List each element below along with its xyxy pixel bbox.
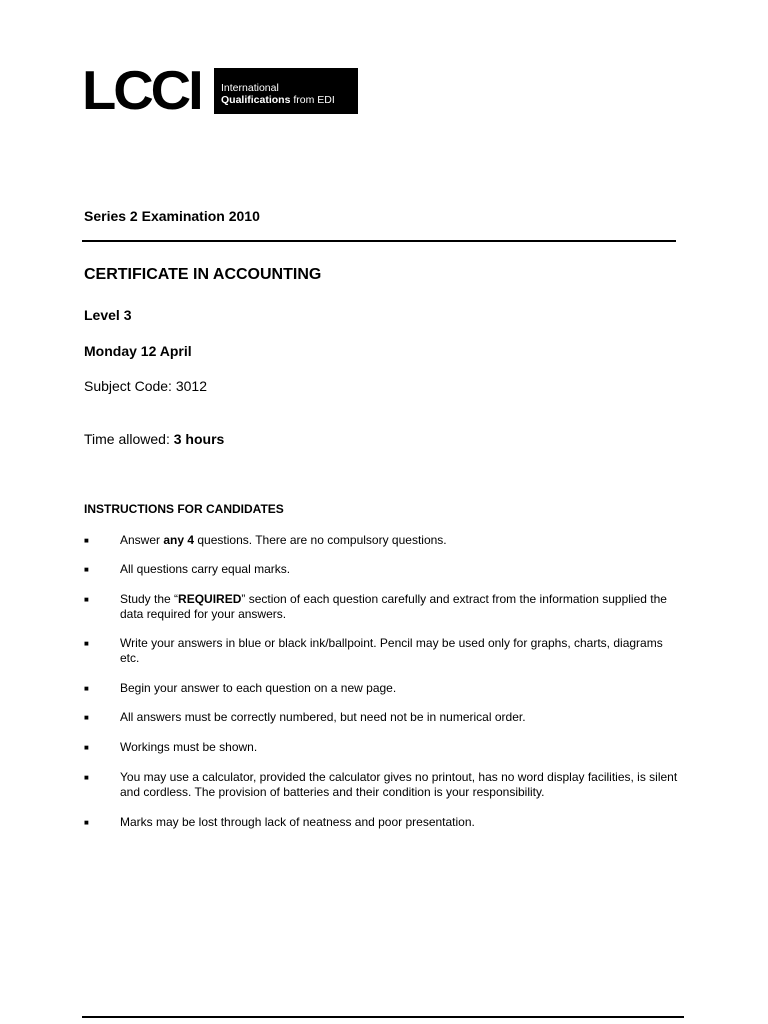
bullet-icon: ■ [84,536,89,545]
level-label: Level 3 [84,307,132,323]
bullet-icon: ■ [84,684,89,693]
bullet-icon: ■ [84,565,89,574]
bullet-icon: ■ [84,595,89,604]
exam-date: Monday 12 April [84,343,192,359]
instruction-text [120,592,680,622]
series-heading: Series 2 Examination 2010 [84,208,260,224]
instruction-text-pre: Study the “ [120,592,179,606]
bullet-icon: ■ [84,743,89,752]
subject-code: Subject Code: 3012 [84,378,207,394]
instruction-text-pre: Answer [120,533,164,547]
instruction-text: Marks may be lost through lack of neatness and poor presentation. [120,815,475,829]
instruction-text: Begin your answer to each question on a new page. [120,681,397,695]
bullet-icon: ■ [84,639,89,648]
instruction-text: Write your answers in blue or black ink/ballpoint. Pencil may be used only for graphs, charts, diagrams etc. [120,636,663,665]
bullet-icon: ■ [84,818,89,827]
instruction-text-bold: REQUIRED [178,592,242,606]
logo-tagline-line2 [221,94,358,106]
logo-tagline-line1: International [221,82,279,94]
time-allowed-value: 3 hours [173,431,225,447]
instruction-text: You may use a calculator, provided the calculator gives no printout, has no word display facilities, is silent and cordless. The provision of batteries and their condition is your responsibility. [120,770,678,799]
instruction-text: Workings must be shown. [120,740,258,754]
lcci-logo [82,59,358,121]
instruction-text-bold: any 4 [163,533,195,547]
logo-wordmark: LCCI [82,59,201,121]
bullet-icon: ■ [84,773,89,782]
instruction-text: All questions carry equal marks. [120,562,291,576]
time-allowed [84,431,224,447]
instruction-text: All answers must be correctly numbered, but need not be in numerical order. [120,710,526,724]
logo-tagline-bold: Qualifications [221,94,291,106]
bottom-divider [82,1016,684,1018]
logo-tagline-tail: from EDI [293,94,335,106]
instructions-heading: INSTRUCTIONS FOR CANDIDATES [84,502,284,516]
instruction-text [120,533,680,548]
page-title: CERTIFICATE IN ACCOUNTING [84,266,322,283]
instruction-text-post: ” section of each question carefully and extract from the information supplied the data required for your answers. [120,592,667,621]
instruction-text-post: questions. There are no compulsory questions. [194,533,447,547]
time-allowed-label: Time allowed: [84,431,174,447]
bullet-icon: ■ [84,713,89,722]
top-divider [82,240,676,242]
logo-tagline-box [214,68,358,114]
